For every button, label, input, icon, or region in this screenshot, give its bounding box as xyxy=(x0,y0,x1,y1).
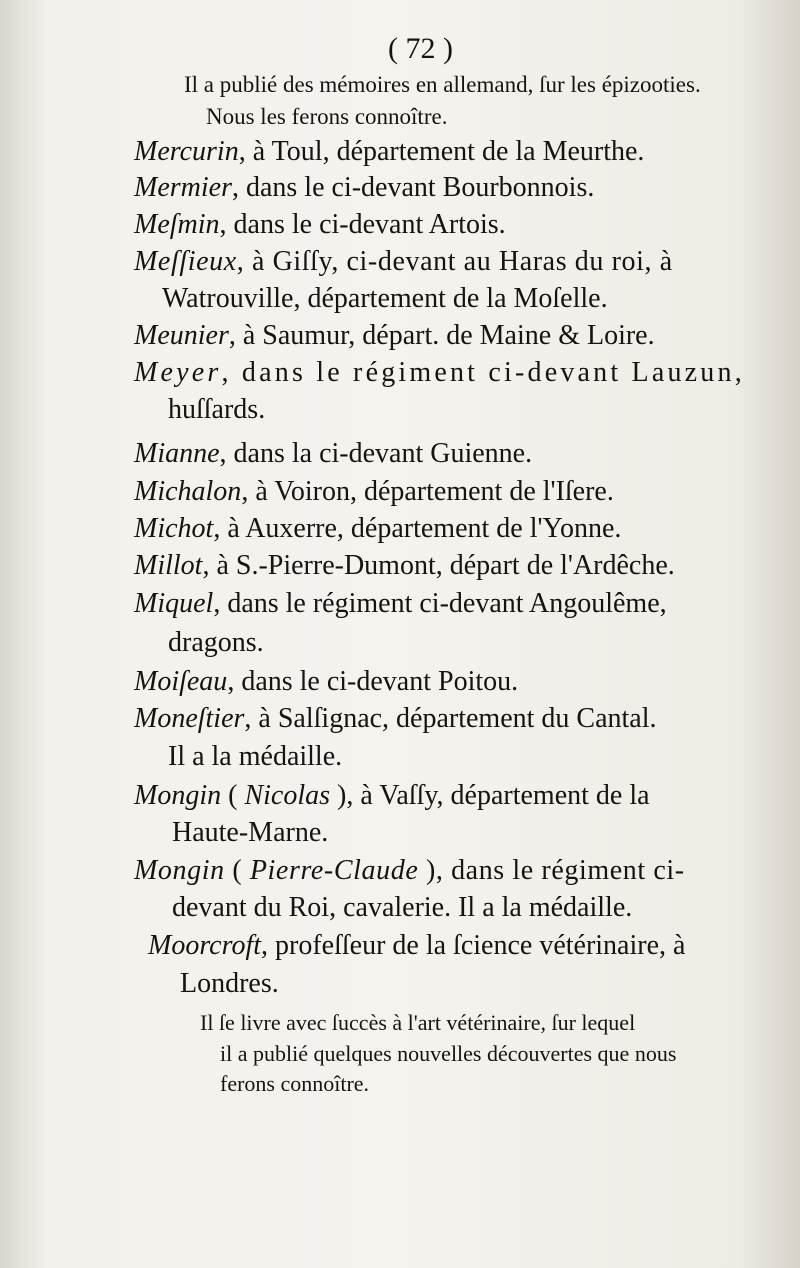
entry-continuation: Il a la médaille. xyxy=(168,741,343,772)
entry-forename: Pierre-Claude xyxy=(249,855,419,886)
note-line: ferons connoître. xyxy=(220,1071,370,1096)
entry-text: ), à Vaſſy, département de la xyxy=(330,780,650,811)
entry-line xyxy=(134,703,657,735)
entry-text: , dans le ci-devant Poitou. xyxy=(227,666,519,697)
note-line: il a publié quelques nouvelles découvertes que nous xyxy=(220,1041,677,1066)
entry-line xyxy=(134,550,675,582)
header-line: Nous les ferons connoître. xyxy=(206,104,448,129)
entry-line xyxy=(134,357,745,389)
entry-line xyxy=(134,209,506,241)
entry-continuation: devant du Roi, cavalerie. Il a la médaille. xyxy=(172,892,633,923)
page-number: ( 72 ) xyxy=(388,32,453,65)
entry-name: Meſmin xyxy=(134,209,220,240)
entry-name: Mermier xyxy=(134,172,232,203)
entry-text: ( xyxy=(221,780,245,811)
entry-name: Meunier xyxy=(134,320,229,351)
entry-name: Mongin xyxy=(134,855,225,886)
entry-text: , dans le régiment ci-devant Angoulême, xyxy=(213,588,667,619)
entry-continuation: dragons. xyxy=(168,627,264,658)
entry-name: Moorcroft xyxy=(148,930,262,961)
entry-text: , dans le ci-devant Artois. xyxy=(219,209,506,240)
header-line: Il a publié des mémoires en allemand, ſur les épizooties. xyxy=(184,72,701,97)
entry-line xyxy=(134,513,621,545)
entry-line xyxy=(134,588,667,620)
entry-name: Moneſtier xyxy=(134,703,245,734)
entry-line xyxy=(134,780,650,812)
entry-continuation: Watrouville, département de la Moſelle. xyxy=(162,283,608,314)
entry-line xyxy=(134,476,614,508)
entry-name: Mianne xyxy=(134,438,220,469)
entry-name: Moiſeau xyxy=(134,666,228,697)
entry-forename: Nicolas xyxy=(244,780,330,811)
entry-name: Meyer xyxy=(134,357,222,388)
entry-text: , à Salſignac, département du Cantal. xyxy=(244,703,657,734)
entry-name: Millot xyxy=(134,550,203,581)
entry-line xyxy=(134,666,518,698)
entry-name: Michalon xyxy=(134,476,242,507)
entry-line xyxy=(134,246,673,278)
entry-text: , profeſſeur de la ſcience vétérinaire, à xyxy=(261,930,686,961)
entry-text: , dans le régiment ci-devant Lauzun, xyxy=(221,357,745,388)
entry-line xyxy=(134,136,644,168)
entry-line xyxy=(134,172,594,204)
entry-text: , à S.-Pierre-Dumont, départ de l'Ardêche. xyxy=(202,550,675,581)
entry-line xyxy=(134,438,532,470)
entry-continuation: huſſards. xyxy=(168,394,266,425)
entry-name: Meſſieux xyxy=(134,246,237,277)
entry-text: ), dans le régiment ci- xyxy=(418,855,685,886)
entry-text: , à Toul, département de la Meurthe. xyxy=(238,136,645,167)
entry-line xyxy=(134,320,655,352)
entry-name: Mercurin xyxy=(134,136,239,167)
entry-continuation: Haute-Marne. xyxy=(172,817,329,848)
entry-line xyxy=(134,855,685,887)
entry-text: , à Giſſy, ci-devant au Haras du roi, à xyxy=(236,246,673,277)
entry-text: , dans la ci-devant Guienne. xyxy=(219,438,533,469)
entry-line xyxy=(148,930,685,962)
entry-name: Miquel xyxy=(134,588,214,619)
entry-continuation: Londres. xyxy=(180,968,279,999)
entry-text: , dans le ci-devant Bourbonnois. xyxy=(231,172,595,203)
entry-text: , à Auxerre, département de l'Yonne. xyxy=(213,513,622,544)
entry-name: Mongin xyxy=(134,780,222,811)
entry-text: , à Saumur, départ. de Maine & Loire. xyxy=(228,320,655,351)
entry-text: ( xyxy=(224,855,250,886)
note-line: Il ſe livre avec ſuccès à l'art vétérinaire, ſur lequel xyxy=(200,1010,636,1035)
entry-name: Michot xyxy=(134,513,214,544)
entry-text: , à Voiron, département de l'Iſere. xyxy=(241,476,614,507)
